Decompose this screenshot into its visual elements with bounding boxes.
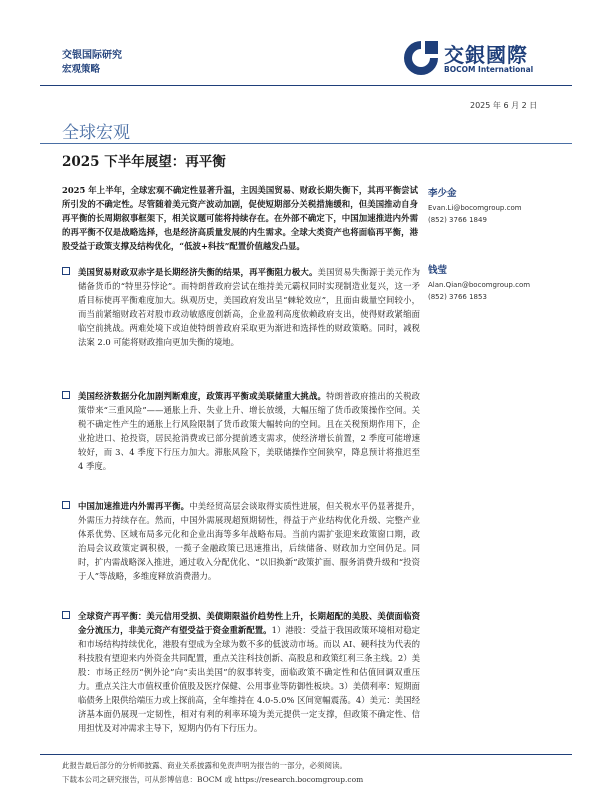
analyst-card: [428, 185, 578, 226]
org-name: 交银国际研究: [62, 50, 122, 61]
bullet-heading: 中国加速推进内外需再平衡。: [78, 501, 190, 511]
header-divider: [40, 85, 572, 86]
footer-divider: [40, 754, 572, 755]
bocom-logo-icon: [402, 38, 440, 78]
analyst-email[interactable]: Evan.Li@bocomgroup.com: [428, 204, 522, 212]
logo-text-en: BOCOM International: [444, 65, 534, 74]
report-category: 宏观策略: [62, 64, 101, 75]
bullet-heading: 美国经济数据分化加剧判断难度，政策再平衡或美联储重大挑战。: [78, 391, 327, 401]
analyst-card: [428, 262, 578, 303]
bullet-point: [62, 499, 420, 583]
download-note: 下载本公司之研究报告，可从彭博信息：BOCM 或 https://research.bocomgroup.com: [62, 775, 364, 784]
analyst-phone: (852) 3766 1849: [428, 216, 487, 224]
bullet-body: 1）港股：受益于我国政策环境相对稳定和市场结构持续优化，港股有望成为全球为数不多的低波动市场。而以 AI、硬科技为代表的科技股有望迎来内外资金共同配置，重点关注科技创新、高股息和政策红利三条主线。2）美股：市场正经历“例外论”向“卖出美国”的叙事转变，面临政策不确定性和估值回调双重压力。重点关注大市值权重价值股及医疗保健、公用事业等防御性板块。3）美债利率：短期面临债务上限供给端压力或上探前高，全年维持在 4.0-5.0% 区间宽幅震荡。4）美元：美国经济基本面仍展现一定韧性，相对有利的利率环境为美元提供一定支撑，但政策不确定性、信用担忧及对冲需求主导下，短期内仍有下行压力。: [78, 625, 421, 733]
bullet-point: [62, 265, 420, 349]
bullet-square-icon: [62, 391, 70, 399]
bullet-square-icon: [62, 611, 70, 619]
section-divider: [40, 143, 572, 144]
analyst-phone: (852) 3766 1853: [428, 293, 487, 301]
analyst-email[interactable]: Alan.Qian@bocomgroup.com: [428, 281, 531, 289]
bullet-body: 中美经贸高层会谈取得实质性进展，但关税水平仍显著提升，外需压力持续存在。然而，中国外需展现超预期韧性，得益于产业结构优化升级、完整产业体系优势、区域布局多元化和企业出海等多年战略布局。当前内需扩张迎来政策窗口期，政治局会议政策定调积极，一揽子金融政策已迅速推出，后续储备、财政加力空间仍足。同时，扩内需战略深入推进，通过收入分配优化、“以旧换新”政策扩面、服务消费升级和“投资于人”等战略，多维度释放消费潜力。: [78, 501, 421, 581]
report-date: 2025 年 6 月 2 日: [470, 101, 538, 110]
bullet-heading: 全球资产再平衡：美元信用受损、美债期限溢价趋势性上升，长期超配的美股、美债面临资金分流压力，非美元资产有望受益于资金重新配置。: [78, 611, 420, 635]
bullet-square-icon: [62, 267, 70, 275]
intro-paragraph: 2025 年上半年，全球宏观不确定性显著升温，主因美国贸易、财政长期失衡下，其再平衡尝试所引发的不确定性。尽管随着美元资产波动加剧，促使短期部分关税措施缓和，但美国推动自身再平衡的长周期叙事框架下，相关议题可能将持续存在。在外部不确定下，中国加速推进内外需的再平衡不仅是战略选择，也是经济高质量发展的内生需求。全球大类资产也将面临再平衡，港股受益于政策支撑及结构优化，“低波+科技”配置价值越发凸显。: [62, 185, 418, 251]
bullet-point: [62, 609, 420, 735]
analyst-name: 李少金: [428, 188, 457, 199]
bullet-point: [62, 389, 420, 473]
report-title: 2025 下半年展望：再平衡: [62, 154, 226, 170]
section-title: 全球宏观: [62, 123, 130, 143]
logo-text-cn: 交銀國際: [444, 43, 528, 67]
bullet-body: 特朗普政府推出的关税政策带来“三重风险”——通胀上升、失业上升、增长放缓，大幅压缩了货币政策操作空间。关税不确定性产生的通胀上行风险限制了货币政策大幅转向的空间。且在关税预期作用下，企业抢进口、抢投资，居民抢消费或已部分提前透支需求，使经济增长前置，2 季度可能增速较好，而 3、4 季度下行压力加大。滞胀风险下，美联储操作空间狭窄，降息预计将推迟至 4 季度。: [78, 391, 420, 471]
analyst-name: 钱莹: [428, 265, 448, 276]
bullet-heading: 美国贸易财政双赤字是长期经济失衡的结果，再平衡阻力极大。: [78, 267, 318, 277]
bullet-body: 美国贸易失衡源于美元作为储备货币的“特里芬悖论”。而特朗普政府尝试在维持美元霸权同时实现制造业复兴，这一矛盾目标使再平衡难度加大。纵观历史，美国政府发出呈“棘轮效应”，且面由裁量空间较小，而当前紧缩财政若对股市政动敏感度创新高，企业盈利高度依赖政府支出，使得财政紧缩面临空前挑战。两难处境下或迫使特朗普政府采取更为渐进和选择性的财政策略。同时，减税法案 2.0 可能将财政推向更加失衡的境地。: [78, 267, 421, 347]
bullet-square-icon: [62, 501, 70, 509]
disclaimer-note: 此报告最后部分的分析师披露、商业关系披露和免责声明为报告的一部分，必须阅读。: [62, 761, 347, 770]
